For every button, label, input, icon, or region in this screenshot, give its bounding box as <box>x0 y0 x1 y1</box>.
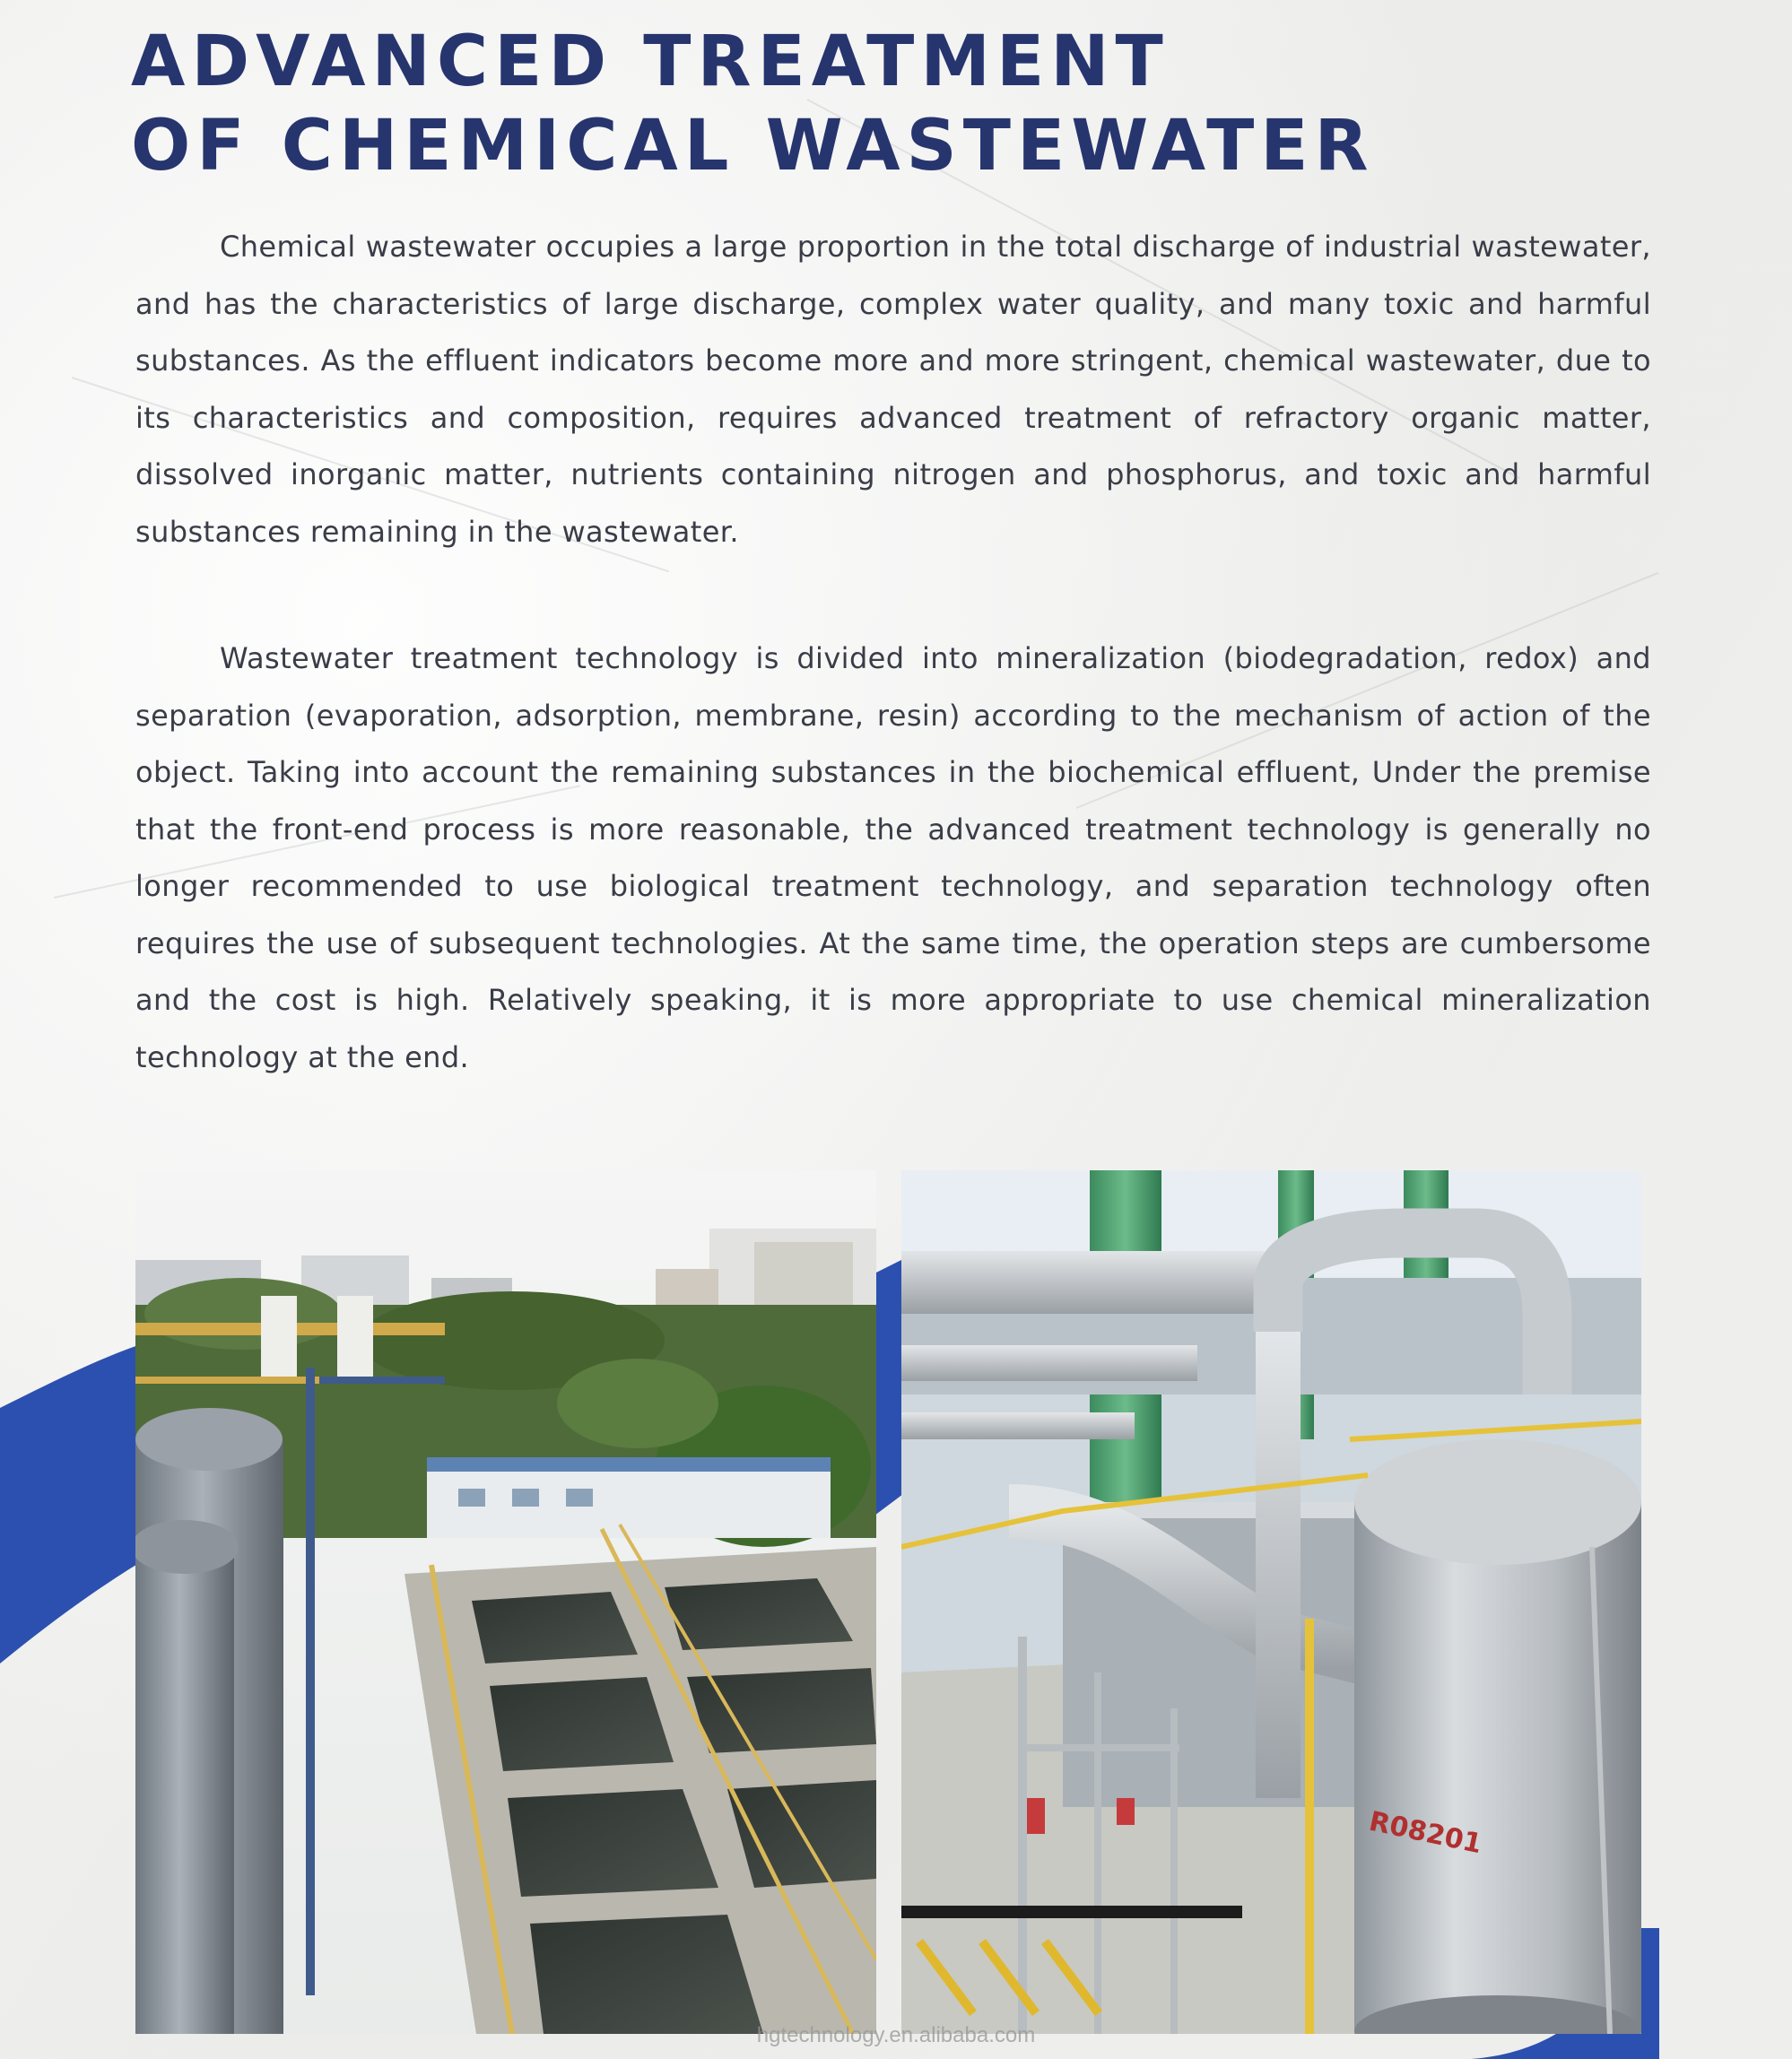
technology-paragraph-text: Wastewater treatment technology is divided into mineralization (biodegradation, redox) and separation (evaporation, adsorption, membrane, resin) according to the mechanism of action of the object. Taking into account the remaining substances in the biochemical effluent, Under the premise that the front-end process is more reasonable, the advanced treatment technology is generally no longer recommended to use biological treatment technology, and separation technology often requires the use of subsequent technologies. At the same time, the operation steps are cumbersome and the cost is high. Relatively speaking, it is more appropriate to use chemical mineralization technology at the end. <box>135 641 1651 1074</box>
sedimentation-tank-photo <box>135 1170 876 2034</box>
page-title <box>131 20 1656 188</box>
watermark-text: hgtechnology.en.alibaba.com <box>756 2023 1036 2047</box>
vessel-label: R08201 <box>1366 1805 1485 1861</box>
blue-swoosh-left <box>0 1327 144 1686</box>
title-line-2: OF CHEMICAL WASTEWATER <box>131 106 1375 187</box>
intro-paragraph <box>135 219 1651 560</box>
technology-paragraph <box>135 630 1651 1086</box>
intro-paragraph-text: Chemical wastewater occupies a large proportion in the total discharge of industrial wastewater, and has the characteristics of large discharge, complex water quality, and many toxic and harmful substances. As the effluent indicators become more and more stringent, chemical wastewater, due to its characteristics and composition, requires advanced treatment of refractory organic matter, dissolved inorganic matter, nutrients containing nitrogen and phosphorus, and toxic and harmful substances remaining in the wastewater. <box>135 230 1651 549</box>
pressure-vessel-plant-photo <box>901 1170 1641 2034</box>
title-line-1: ADVANCED TREATMENT <box>131 22 1170 102</box>
